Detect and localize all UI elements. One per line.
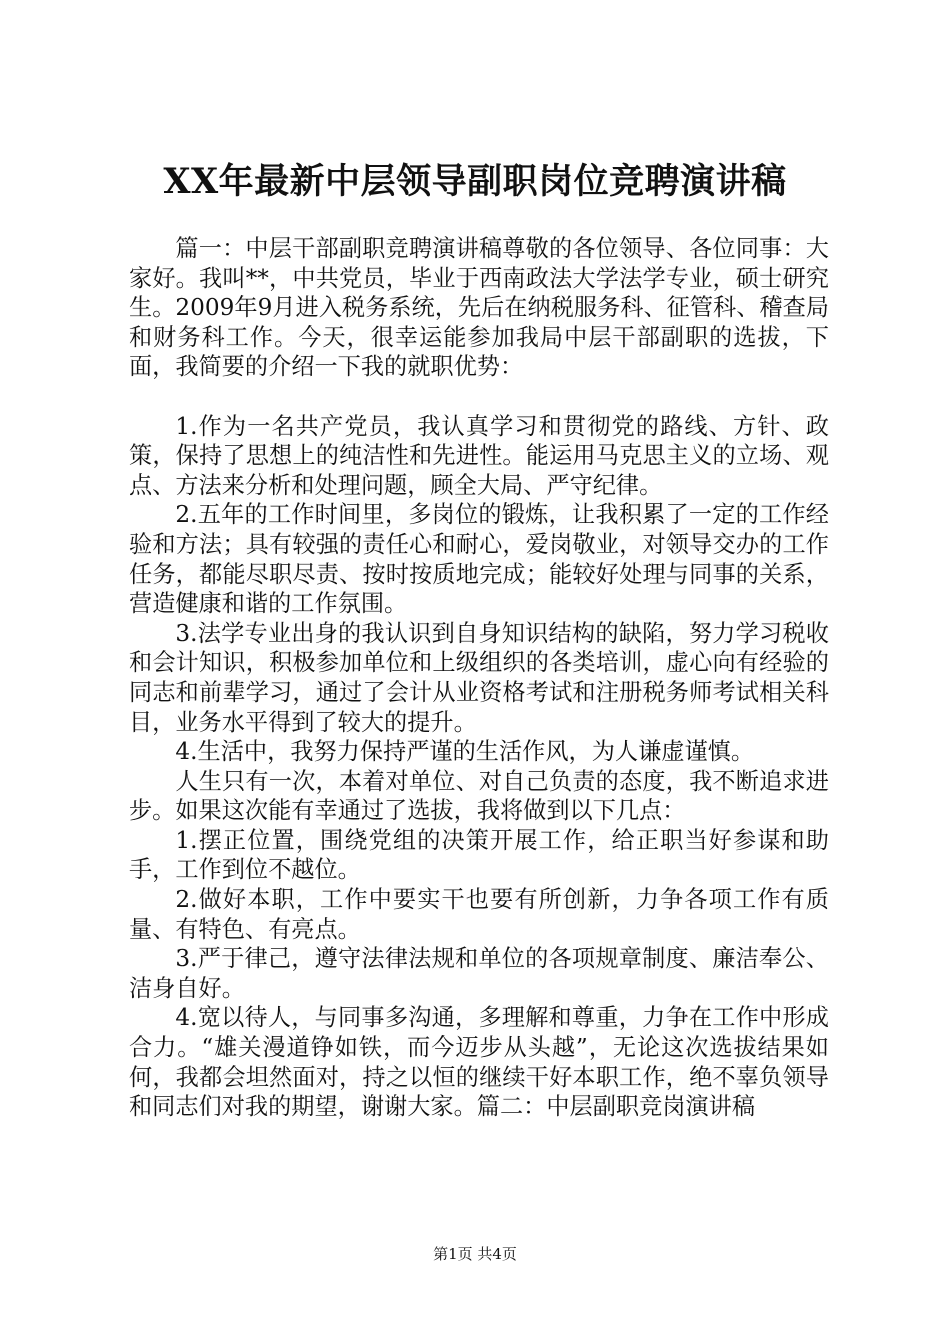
paragraph-advantage-4: 4.生活中，我努力保持严谨的生活作风，为人谦虚谨慎。 — [175, 738, 755, 766]
paragraph-plan-4: 4.宽以待人，与同事多沟通，多理解和尊重，力争在工作中形成合力。“雄关漫道铮如铁，而今迈步从头越”，无论这次选拔结果如何，我都会坦然面对，持之以恒的继续干好本职工作，绝不辜负领导和同志们对我的期望，谢谢大家。篇二：中层副职竞岗演讲稿 — [129, 1004, 829, 1121]
page-number-footer: 第1页 共4页 — [433, 1245, 517, 1263]
paragraph-plan-3: 3.严于律己，遵守法律法规和单位的各项规章制度、廉洁奉公、洁身自好。 — [129, 945, 829, 1002]
paragraph-plan-1: 1.摆正位置，围绕党组的决策开展工作，给正职当好参谋和助手，工作到位不越位。 — [129, 826, 829, 884]
paragraph-plan-2: 2.做好本职，工作中要实干也要有所创新，力争各项工作有质量、有特色、有亮点。 — [129, 886, 829, 943]
document-title: XX年最新中层领导副职岗位竞聘演讲稿 — [163, 161, 787, 202]
paragraph-transition: 人生只有一次，本着对单位、对自己负责的态度，我不断追求进步。如果这次能有幸通过了选拔，我将做到以下几点： — [129, 767, 829, 825]
paragraph-advantage-1: 1.作为一名共产党员，我认真学习和贯彻党的路线、方针、政策，保持了思想上的纯洁性和先进性。能运用马克思主义的立场、观点、方法来分析和处理问题，顾全大局、严守纪律。 — [129, 412, 829, 499]
paragraph-advantage-2: 2.五年的工作时间里，多岗位的锻炼，让我积累了一定的工作经验和方法；具有较强的责任心和耐心，爱岗敬业，对领导交办的工作任务，都能尽职尽责、按时按质地完成；能较好处理与同事的关系，营造健康和谐的工作氛围。 — [129, 501, 829, 618]
paragraph-advantage-3: 3.法学专业出身的我认识到自身知识结构的缺陷，努力学习税收和会计知识，积极参加单位和上级组织的各类培训，虚心向有经验的同志和前辈学习，通过了会计从业资格考试和注册税务师考试相关科目，业务水平得到了较大的提升。 — [129, 619, 829, 736]
paragraph-intro: 篇一：中层干部副职竞聘演讲稿尊敬的各位领导、各位同事：大家好。我叫**，中共党员，毕业于西南政法大学法学专业，硕士研究生。2009年9月进入税务系统，先后在纳税服务科、征管科、稽查局和财务科工作。今天，很幸运能参加我局中层干部副职的选拔，下面，我简要的介绍一下我的就职优势： — [129, 235, 829, 381]
document-body — [129, 234, 829, 1122]
